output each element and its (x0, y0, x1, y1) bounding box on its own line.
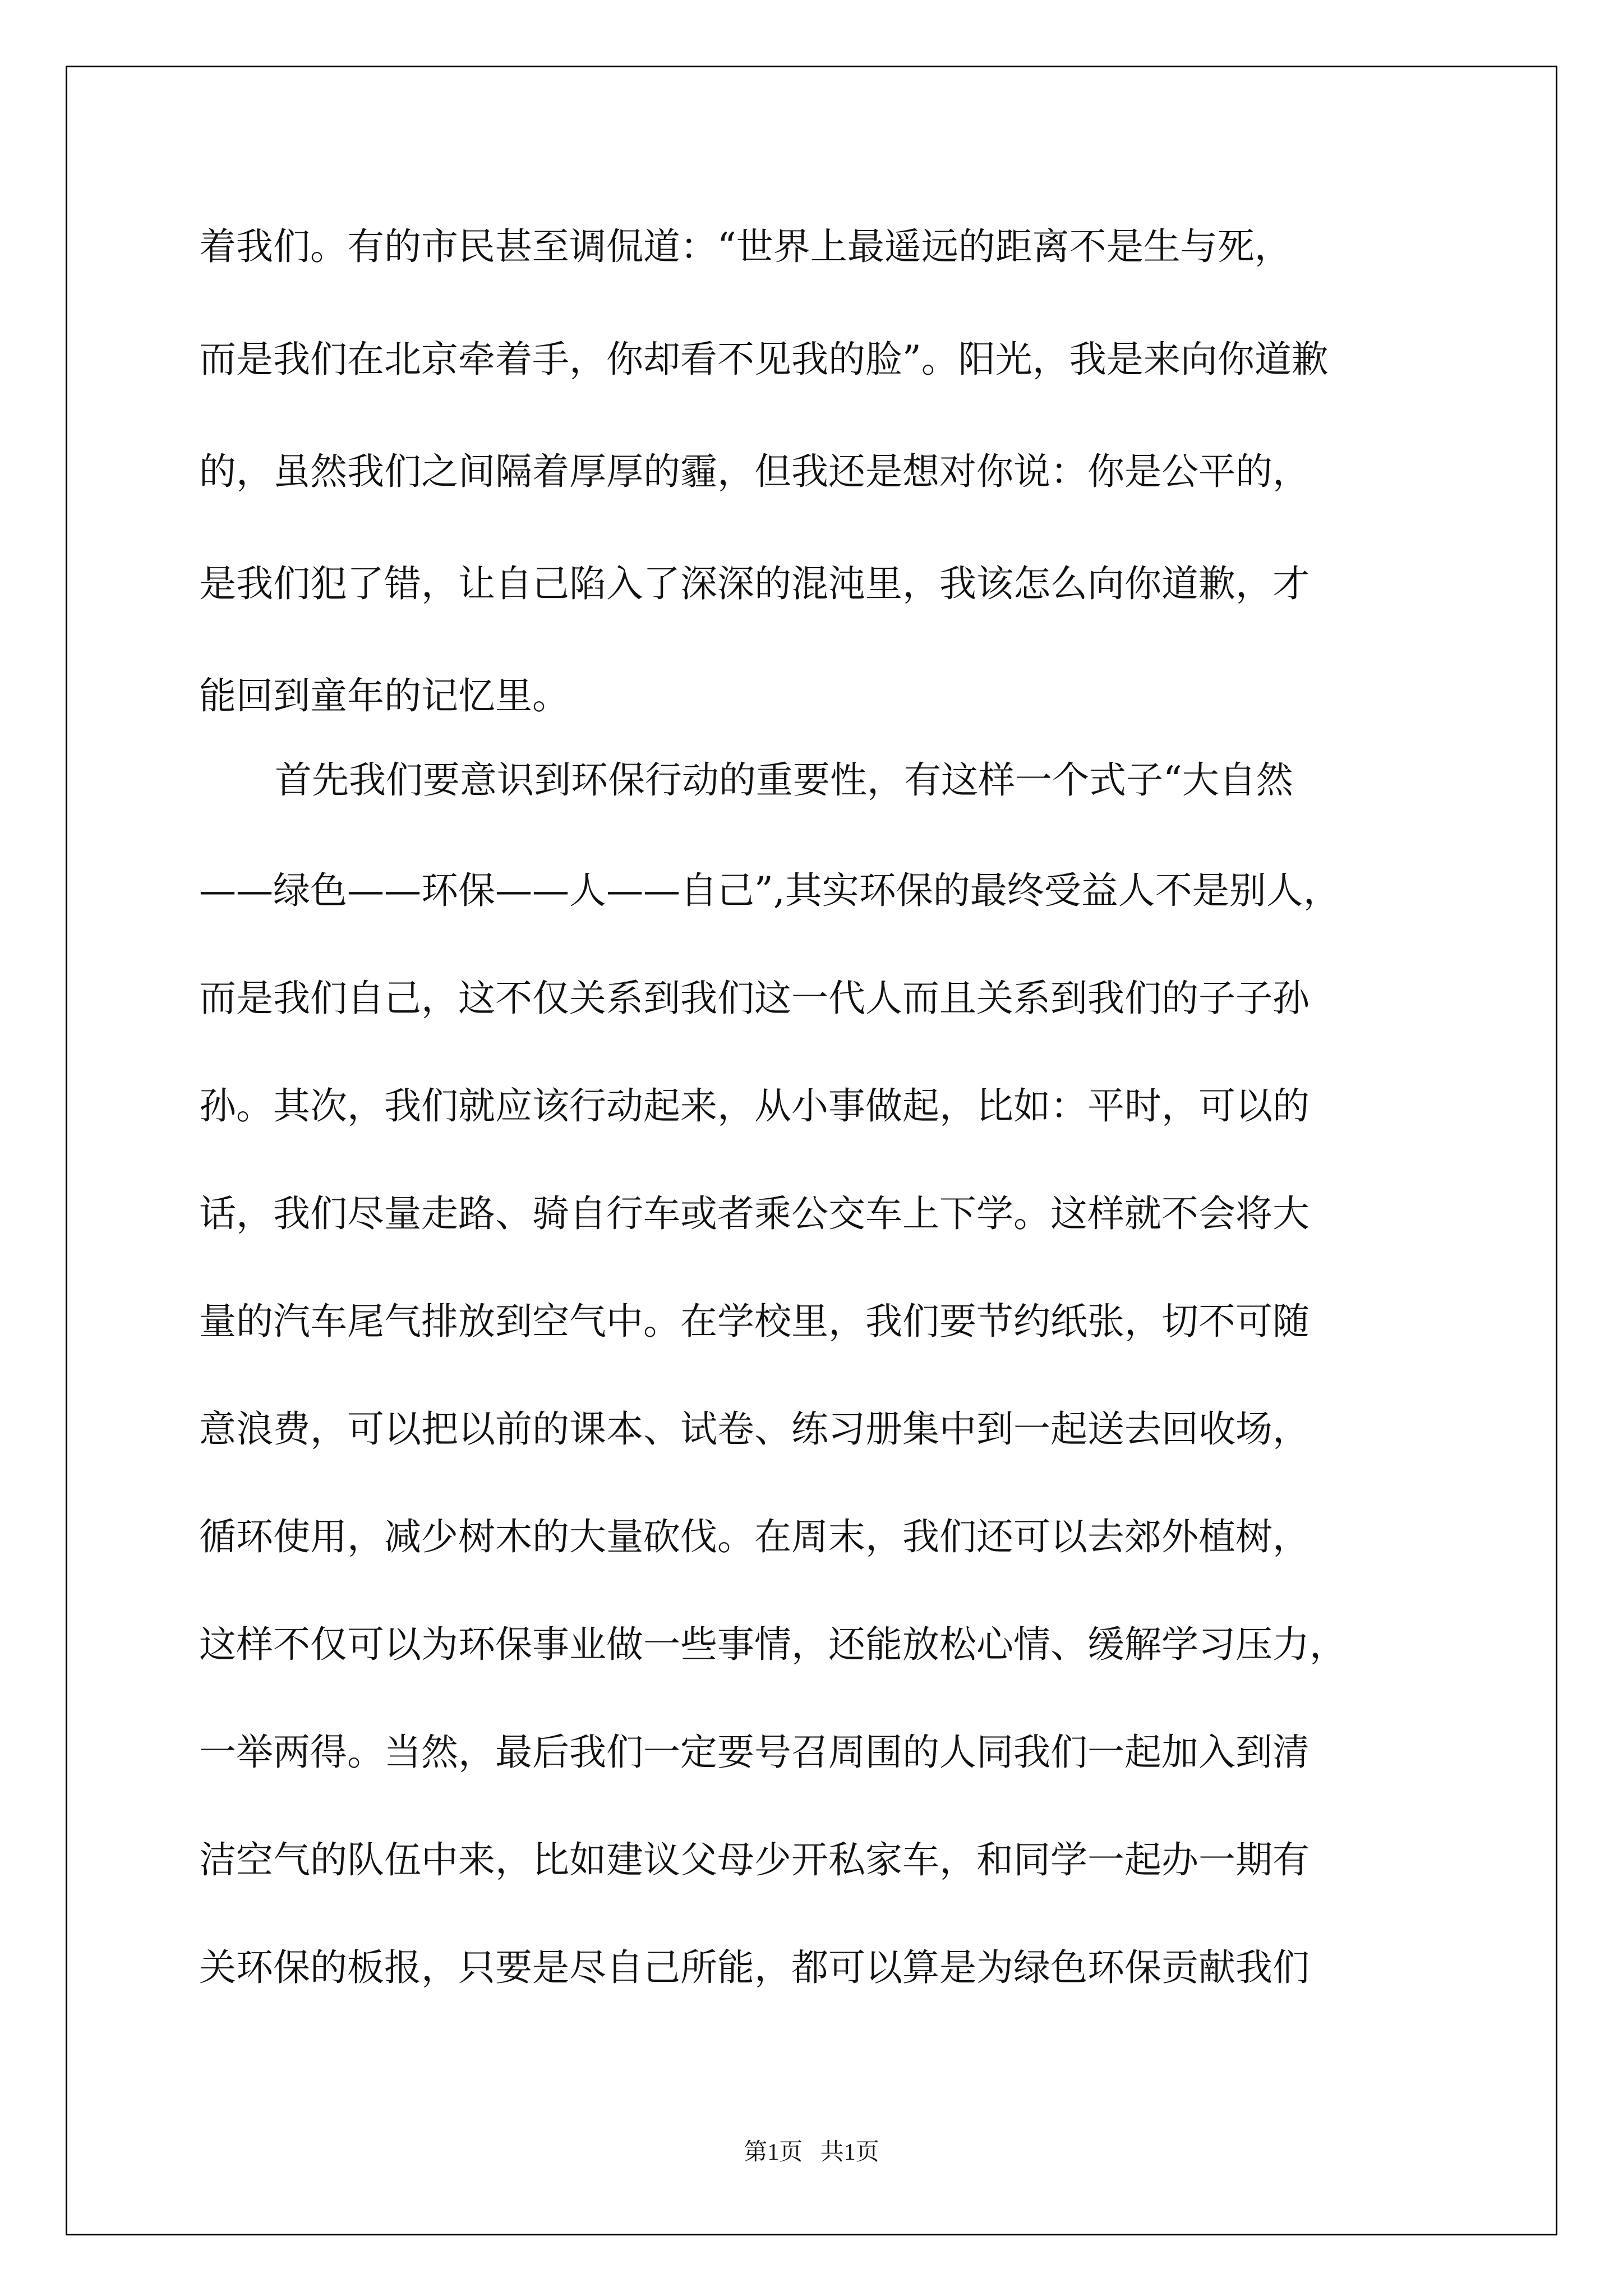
paragraph-2-line-11: 洁空气的队伍中来，比如建议父母少开私家车，和同学一起办一期有 (199, 1838, 1310, 1881)
page-number-footer: 第1页 共1页 (744, 2139, 879, 2165)
paragraph-2-line-12: 关环保的板报，只要是尽自己所能，都可以算是为绿色环保贡献我们 (199, 1946, 1310, 1989)
paragraph-2-line-9: 这样不仅可以为环保事业做一些事情，还能放松心情、缓解学习压力， (199, 1623, 1347, 1666)
paragraph-2-line-1: 首先我们要意识到环保行动的重要性，有这样一个式子“大自然 (275, 758, 1293, 802)
paragraph-2-line-5: 话，我们尽量走路、骑自行车或者乘公交车上下学。这样就不会将大 (199, 1192, 1310, 1235)
paragraph-2-line-7: 意浪费，可以把以前的课本、试卷、练习册集中到一起送去回收场， (199, 1407, 1310, 1451)
paragraph-1-line-5: 能回到童年的记忆里。 (199, 674, 569, 717)
paragraph-2-line-2: ——绿色——环保——人——自己”,其实环保的最终受益人不是别人， (199, 869, 1340, 912)
paragraph-1-line-1: 着我们。有的市民甚至调侃道：“世界上最遥远的距离不是生与死， (199, 225, 1292, 268)
page-border (66, 66, 1557, 2235)
paragraph-2-line-4: 孙。其次，我们就应该行动起来，从小事做起，比如：平时，可以的 (199, 1084, 1310, 1128)
paragraph-1-line-4: 是我们犯了错，让自己陷入了深深的混沌里，我该怎么向你道歉，才 (199, 562, 1310, 605)
paragraph-2-line-3: 而是我们自己，这不仅关系到我们这一代人而且关系到我们的子子孙 (199, 977, 1310, 1020)
paragraph-1-line-3: 的，虽然我们之间隔着厚厚的霾，但我还是想对你说：你是公平的， (199, 450, 1310, 493)
paragraph-2-line-8: 循环使用，减少树木的大量砍伐。在周末，我们还可以去郊外植树， (199, 1515, 1310, 1558)
paragraph-2-line-6: 量的汽车尾气排放到空气中。在学校里，我们要节约纸张，切不可随 (199, 1300, 1310, 1343)
paragraph-1-line-2: 而是我们在北京牵着手，你却看不见我的脸”。阳光，我是来向你道歉 (199, 338, 1329, 381)
paragraph-2-line-10: 一举两得。当然，最后我们一定要号召周围的人同我们一起加入到清 (199, 1731, 1310, 1774)
